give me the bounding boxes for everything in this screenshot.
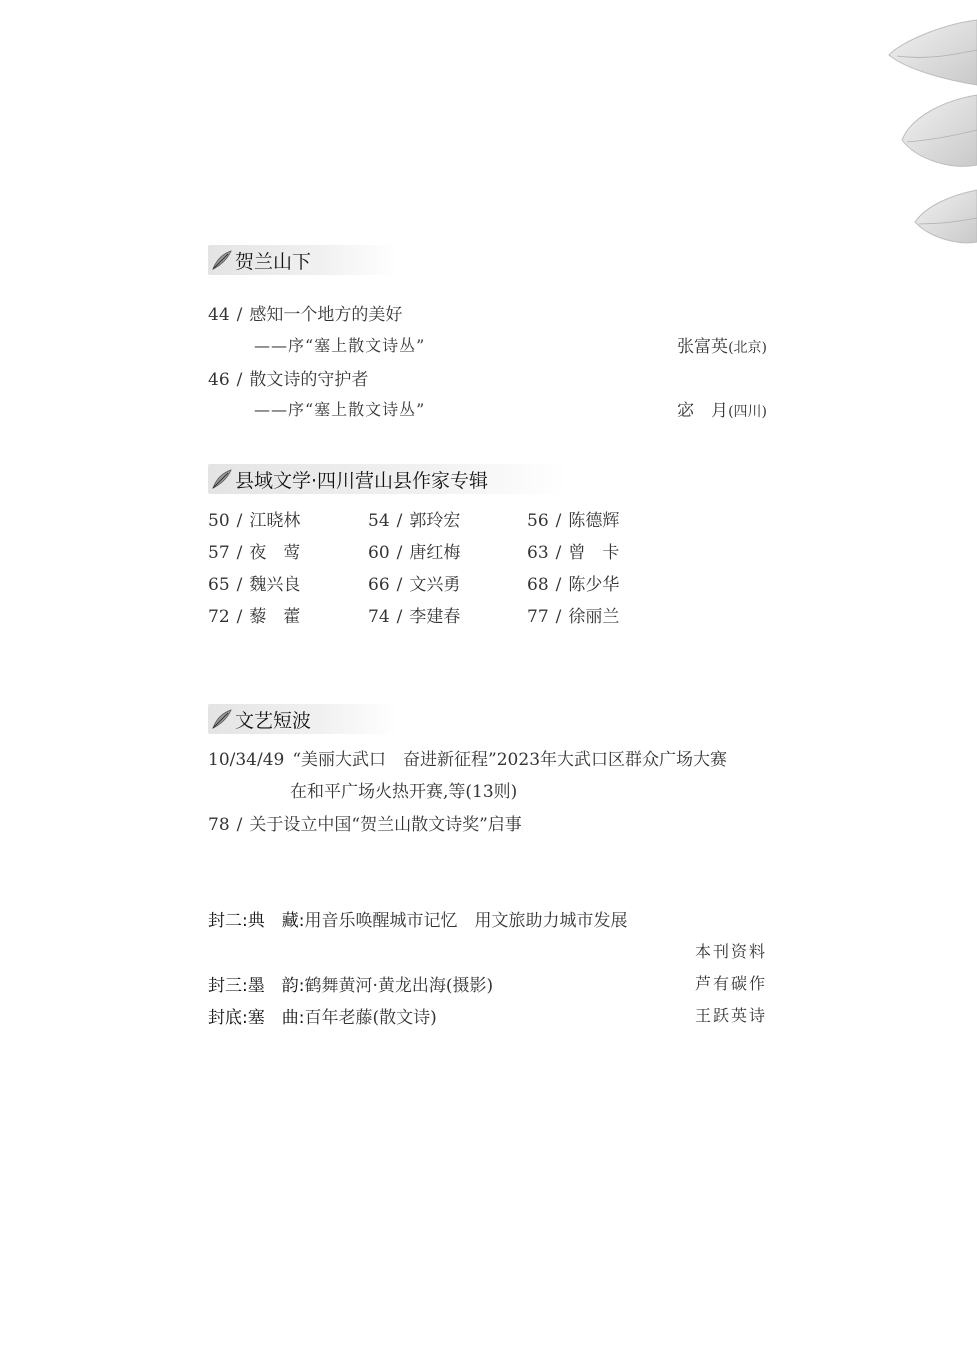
section-title: 贺兰山下 [235,251,312,273]
page-number: 68 [527,575,549,595]
toc-entry[interactable] [368,538,460,563]
entry-title: 散文诗的守护者 [249,370,369,390]
slash-separator: / [396,575,403,595]
author-name: 夜 莺 [249,543,301,563]
cover-label: 封三:墨 韵: [208,976,305,996]
cover-label: 封底:塞 曲: [208,1008,305,1028]
author-name: 徐丽兰 [568,607,620,627]
section-header-helan [208,245,398,275]
page-number: 66 [368,575,390,595]
section-header-short [208,704,398,734]
author-name: 陈德辉 [568,511,620,531]
page-number: 72 [208,607,230,627]
page-number: 65 [208,575,230,595]
toc-entry[interactable] [208,506,300,531]
section-title: 文艺短波 [235,710,312,732]
toc-entry[interactable] [527,570,619,595]
page-number: 57 [208,543,230,563]
page-number: 74 [368,607,390,627]
page-number: 46 [208,370,230,390]
author-name: 曾 卡 [568,543,620,563]
author-location: (北京) [728,340,767,356]
slash-separator: / [396,511,403,531]
slash-separator: / [236,370,243,390]
author-name: 藜 藿 [249,607,301,627]
author-name: 文兴勇 [409,575,461,595]
slash-separator: / [236,575,243,595]
page-number: 56 [527,511,549,531]
toc-entry[interactable] [208,570,300,595]
slash-separator: / [236,305,243,325]
cover-text: 鹤舞黄河·黄龙出海(摄影) [304,976,494,996]
page-number: 60 [368,543,390,563]
slash-separator: / [555,543,562,563]
slash-separator: / [236,543,243,563]
cover-credit: 芦有碳作 [694,974,767,993]
entry-subtitle: ——序“塞上散文诗丛” [254,336,426,355]
feather-icon [210,708,234,730]
entry-title: 感知一个地方的美好 [249,305,403,325]
cover-credit: 王跃英诗 [694,1006,767,1025]
page-number: 54 [368,511,390,531]
toc-entry[interactable] [368,506,460,531]
author-name: 魏兴良 [249,575,301,595]
slash-separator: / [236,815,243,835]
entry-title: “美丽大武口 奋进新征程”2023年大武口区群众广场大赛 [292,750,728,770]
leaves-decoration [877,0,977,250]
slash-separator: / [396,607,403,627]
cover-2-entry[interactable] [208,906,627,931]
slash-separator: / [555,511,562,531]
author-name: 陈少华 [568,575,620,595]
author-name: 唐红梅 [409,543,461,563]
author-name: 郭玲宏 [409,511,461,531]
toc-entry-78[interactable] [208,810,522,835]
cover-credit: 本刊资料 [694,942,767,961]
slash-separator: / [236,511,243,531]
cover-text: 用音乐唤醒城市记忆 用文旅助力城市发展 [304,911,628,931]
toc-entry-46[interactable] [208,365,368,390]
author-name: 张富英 [677,337,729,357]
feather-icon [210,468,234,490]
slash-separator: / [396,543,403,563]
entry-author [677,332,767,357]
toc-entry[interactable] [527,506,619,531]
page-number: 44 [208,305,230,325]
page-number: 78 [208,815,230,835]
toc-entry[interactable] [208,538,300,563]
cover-label: 封二:典 藏: [208,911,305,931]
entry-subtitle: ——序“塞上散文诗丛” [254,400,426,419]
page-number: 50 [208,511,230,531]
page-number: 77 [527,607,549,627]
toc-entry[interactable] [527,538,619,563]
author-location: (四川) [728,404,767,420]
author-name: 江晓林 [249,511,301,531]
slash-separator: / [555,607,562,627]
section-header-county [208,464,568,494]
toc-entry-44[interactable] [208,300,402,325]
section-title: 县域文学·四川营山县作家专辑 [235,470,489,492]
author-name: 李建春 [409,607,461,627]
cover-3-entry[interactable] [208,971,493,996]
page-number: 63 [527,543,549,563]
feather-icon [210,249,234,271]
page-number: 10/34/49 [208,750,285,770]
cover-text: 百年老藤(散文诗) [304,1008,437,1028]
entry-title: 关于设立中国“贺兰山散文诗奖”启事 [249,815,522,835]
entry-title-continued: 在和平广场火热开赛,等(13则) [290,782,518,802]
toc-entry[interactable] [368,570,460,595]
toc-entry-short-news[interactable] [208,745,727,770]
toc-entry[interactable] [368,602,460,627]
cover-back-entry[interactable] [208,1003,437,1028]
toc-entry[interactable] [208,602,300,627]
slash-separator: / [555,575,562,595]
slash-separator: / [236,607,243,627]
author-name: 宓 月 [677,401,729,421]
toc-entry[interactable] [527,602,619,627]
entry-author [677,396,767,421]
